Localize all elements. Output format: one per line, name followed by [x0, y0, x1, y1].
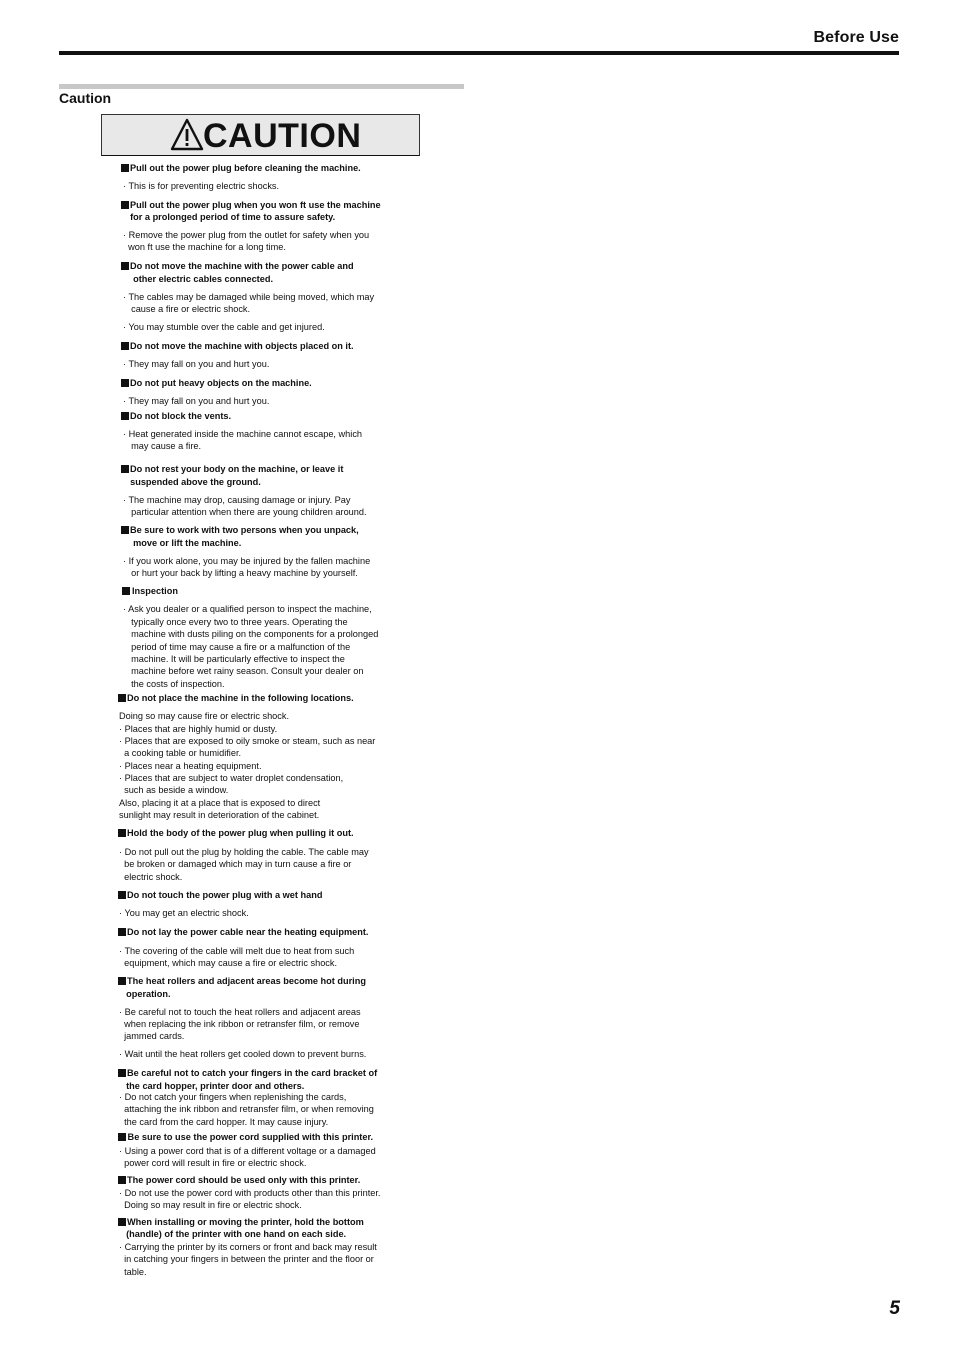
bullet-square — [122, 587, 130, 595]
item-body-line: electric shock. — [119, 872, 183, 882]
item-body-line: equipment, which may cause a fire or electric shock. — [119, 958, 338, 968]
bullet-square — [121, 164, 129, 172]
item-body-line: particular attention when there are young children around. — [126, 507, 367, 517]
item-body-line: · They may fall on you and hurt you. — [123, 359, 270, 369]
item-body-line: Doing so may result in fire or electric shock. — [119, 1200, 302, 1210]
item-body-line: a cooking table or humidifier. — [119, 748, 242, 758]
item-body-line: cause a fire or electric shock. — [126, 304, 251, 314]
item-body-line: machine with dusts piling on the components for a prolonged — [126, 629, 379, 639]
item-body-line: · Using a power cord that is of a different voltage or a damaged — [119, 1146, 376, 1156]
item-body-line: in catching your fingers in between the printer and the floor or — [119, 1254, 374, 1264]
item-heading-line: Do not put heavy objects on the machine. — [130, 378, 312, 388]
item-body-line: · Places that are highly humid or dusty. — [119, 724, 278, 734]
item-body-line: the costs of inspection. — [126, 679, 225, 689]
item-body-line: sunlight may result in deterioration of the cabinet. — [119, 810, 320, 820]
item-body-line: table. — [119, 1267, 147, 1277]
item-body-line: · You may get an electric shock. — [119, 908, 249, 918]
item-heading-line: When installing or moving the printer, hold the bottom — [127, 1217, 364, 1227]
item-heading-line: Do not move the machine with objects placed on it. — [130, 341, 354, 351]
bullet-square — [118, 928, 126, 936]
item-body-line: · Do not catch your fingers when replenishing the cards, — [119, 1092, 347, 1102]
bullet-square — [118, 694, 126, 702]
bullet-square — [121, 342, 129, 350]
item-heading-line: Inspection — [132, 586, 178, 596]
item-heading-line: Do not lay the power cable near the heating equipment. — [127, 927, 369, 937]
item-body-line: · The cables may be damaged while being moved, which may — [123, 292, 375, 302]
item-heading-line: the card hopper, printer door and others. — [121, 1081, 305, 1091]
item-heading-line: The heat rollers and adjacent areas become hot during — [127, 976, 366, 986]
bullet-square — [121, 412, 129, 420]
item-heading-line: (handle) of the printer with one hand on each side. — [121, 1229, 347, 1239]
page-number: 5 — [889, 1298, 900, 1319]
item-body-line: may cause a fire. — [126, 441, 202, 451]
item-body-line: won ft use the machine for a long time. — [123, 242, 286, 252]
item-heading-line: Do not touch the power plug with a wet hand — [127, 890, 323, 900]
item-heading-line: Do not move the machine with the power cable and — [130, 261, 354, 271]
item-body-line: typically once every two to three years. Operating the — [126, 617, 348, 627]
item-body-line: be broken or damaged which may in turn cause a fire or — [119, 859, 352, 869]
item-body-line: · They may fall on you and hurt you. — [123, 396, 270, 406]
item-body-line: period of time may cause a fire or a malfunction of the — [126, 642, 351, 652]
item-body-line: · The machine may drop, causing damage or injury. Pay — [123, 495, 351, 505]
item-heading-line: move or lift the machine. — [128, 538, 242, 548]
item-body-line: machine before wet rainy season. Consult your dealer on — [126, 666, 364, 676]
item-body-line: · Do not pull out the plug by holding the cable. The cable may — [119, 847, 369, 857]
item-heading-line: Be sure to work with two persons when you unpack, — [130, 525, 359, 535]
item-heading-line: operation. — [121, 989, 171, 999]
item-body-line: · Remove the power plug from the outlet for safety when you — [123, 230, 370, 240]
item-body-line: machine. It will be particularly effective to inspect the — [126, 654, 345, 664]
item-heading-line: suspended above the ground. — [125, 477, 261, 487]
bullet-square — [121, 465, 129, 473]
item-body-line: such as beside a window. — [119, 785, 229, 795]
bullet-square — [118, 977, 126, 985]
bullet-square — [121, 201, 129, 209]
item-heading-line: for a prolonged period of time to assure safety. — [125, 212, 336, 222]
item-body-line: or hurt your back by lifting a heavy machine by yourself. — [126, 568, 358, 578]
bullet-square — [118, 1176, 126, 1184]
bullet-square — [121, 262, 129, 270]
item-heading-line: Hold the body of the power plug when pulling it out. — [127, 828, 354, 838]
bullet-square — [121, 379, 129, 387]
item-heading-line: Pull out the power plug when you won ft use the machine — [130, 200, 381, 210]
header-rule — [59, 51, 899, 55]
item-body-line: · Places near a heating equipment. — [119, 761, 262, 771]
item-body-line: · Heat generated inside the machine cannot escape, which — [123, 429, 363, 439]
item-body-line: attaching the ink ribbon and retransfer film, or when removing — [119, 1104, 374, 1114]
section-rule — [59, 84, 464, 89]
caution-banner-text: CAUTION — [203, 117, 362, 155]
item-heading-line: Do not rest your body on the machine, or leave it — [130, 464, 344, 474]
bullet-square — [118, 891, 126, 899]
item-body-line: jammed cards. — [119, 1031, 185, 1041]
item-body-line: the card from the card hopper. It may cause injury. — [119, 1117, 329, 1127]
item-body-line: · Places that are exposed to oily smoke or steam, such as near — [119, 736, 376, 746]
item-heading-line: other electric cables connected. — [128, 274, 274, 284]
item-heading-line: The power cord should be used only with this printer. — [127, 1175, 361, 1185]
item-body-line: · The covering of the cable will melt due to heat from such — [119, 946, 355, 956]
item-body-line: · This is for preventing electric shocks. — [123, 181, 280, 191]
item-heading-line: Do not place the machine in the following locations. — [127, 693, 354, 703]
item-heading-line: Do not block the vents. — [130, 411, 232, 421]
caution-banner — [101, 114, 420, 156]
item-body-line: Also, placing it at a place that is exposed to direct — [119, 798, 321, 808]
warning-triangle-icon — [170, 118, 204, 152]
item-body-line: Doing so may cause fire or electric shock. — [119, 711, 290, 721]
item-body-line: · You may stumble over the cable and get injured. — [123, 322, 325, 332]
item-heading-line: Pull out the power plug before cleaning the machine. — [130, 163, 361, 173]
item-body-line: · Wait until the heat rollers get cooled down to prevent burns. — [119, 1049, 367, 1059]
item-body-line: · Carrying the printer by its corners or front and back may result — [119, 1242, 377, 1252]
item-body-line: · Be careful not to touch the heat rollers and adjacent areas — [119, 1007, 361, 1017]
bullet-square — [118, 1218, 126, 1226]
bullet-square — [121, 526, 129, 534]
item-body-line: power cord will result in fire or electric shock. — [119, 1158, 307, 1168]
item-body-line: · Do not use the power cord with products other than this printer. — [119, 1188, 381, 1198]
header-title: Before Use — [813, 29, 899, 46]
bullet-square — [118, 829, 126, 837]
item-body-line: · Ask you dealer or a qualified person to inspect the machine, — [123, 604, 372, 614]
item-heading-line: Be sure to use the power cord supplied with this printer. — [125, 1132, 374, 1142]
item-heading-line: Be careful not to catch your fingers in the card bracket of — [127, 1068, 378, 1078]
item-body-line: · Places that are subject to water droplet condensation, — [119, 773, 344, 783]
item-body-line: when replacing the ink ribbon or retransfer film, or remove — [119, 1019, 360, 1029]
item-body-line: · If you work alone, you may be injured by the fallen machine — [123, 556, 371, 566]
section-title: Caution — [59, 90, 112, 106]
bullet-square — [118, 1069, 126, 1077]
